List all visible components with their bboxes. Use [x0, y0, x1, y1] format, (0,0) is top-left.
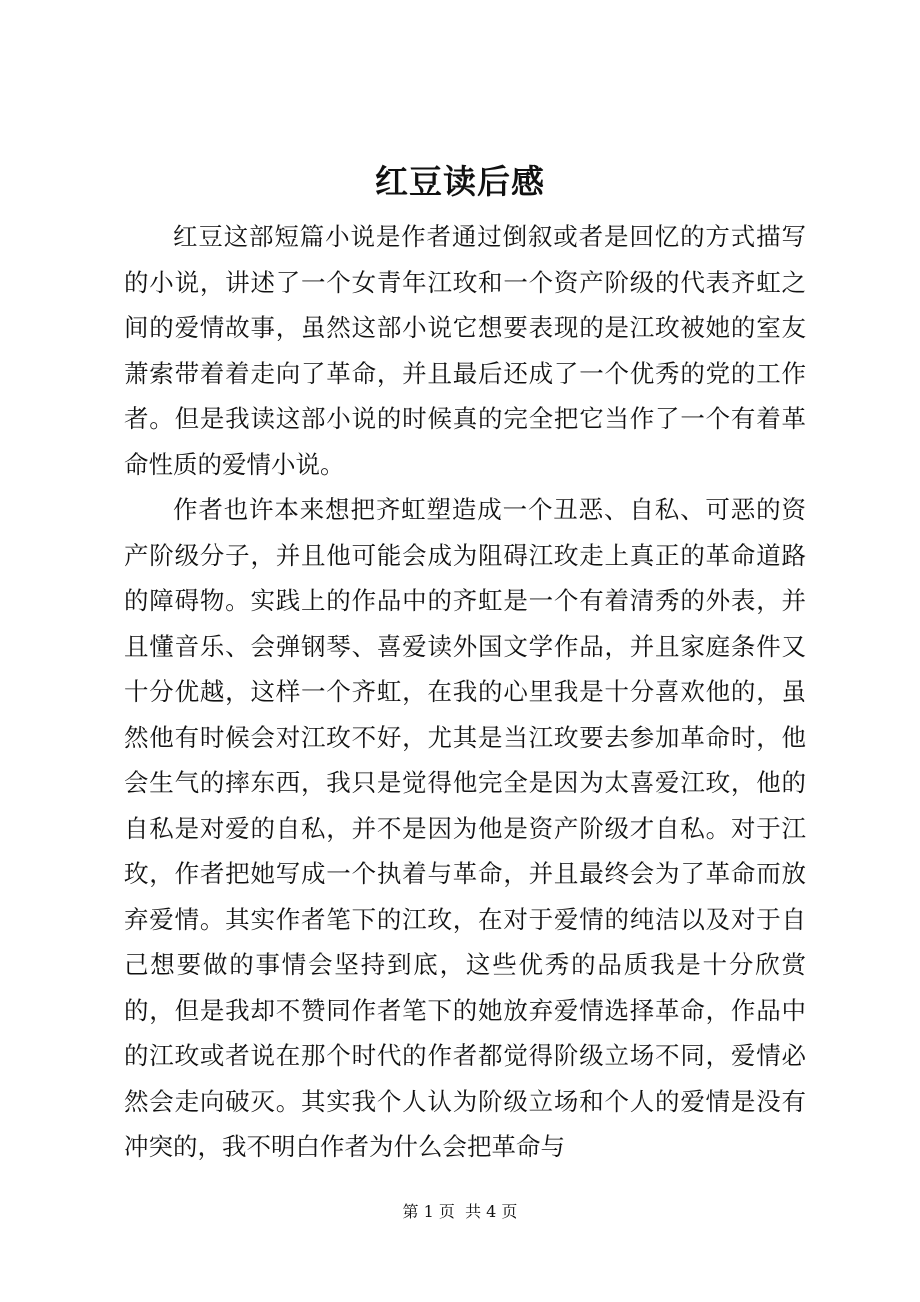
paragraph-2: 作者也许本来想把齐虹塑造成一个丑恶、自私、可恶的资产阶级分子，并且他可能会成为阻碍江玫走上真正的革命道路的障碍物。实践上的作品中的齐虹是一个有着清秀的外表，并且懂音乐、会弹钢琴、喜爱读外国文学作品，并且家庭条件又十分优越，这样一个齐虹，在我的心里我是十分喜欢他的，虽然他有时候会对江玫不好，尤其是当江玫要去参加革命时，他会生气的摔东西，我只是觉得他完全是因为太喜爱江玫，他的自私是对爱的自私，并不是因为他是资产阶级才自私。对于江玫，作者把她写成一个执着与革命，并且最终会为了革命而放弃爱情。其实作者笔下的江玫，在对于爱情的纯洁以及对于自己想要做的事情会坚持到底，这些优秀的品质我是十分欣赏的，但是我却不赞同作者笔下的她放弃爱情选择革命，作品中的江玫或者说在那个时代的作者都觉得阶级立场不同，爱情必然会走向破灭。其实我个人认为阶级立场和个人的爱情是没有冲突的，我不明白作者为什么会把革命与	[124, 495, 806, 1161]
document-body	[124, 214, 806, 1170]
page-number: 第 1 页	[402, 1202, 455, 1221]
paragraph-1: 红豆这部短篇小说是作者通过倒叙或者是回忆的方式描写的小说，讲述了一个女青年江玫和一个资产阶级的代表齐虹之间的爱情故事，虽然这部小说它想要表现的是江玫被她的室友萧索带着着走向了革命，并且最后还成了一个优秀的党的工作者。但是我读这部小说的时候真的完全把它当作了一个有着革命性质的爱情小说。	[124, 222, 806, 479]
footer-spacer	[455, 1202, 465, 1221]
total-pages: 共 4 页	[465, 1202, 518, 1221]
page-footer	[0, 1200, 920, 1224]
document-title: 红豆读后感	[375, 162, 545, 201]
